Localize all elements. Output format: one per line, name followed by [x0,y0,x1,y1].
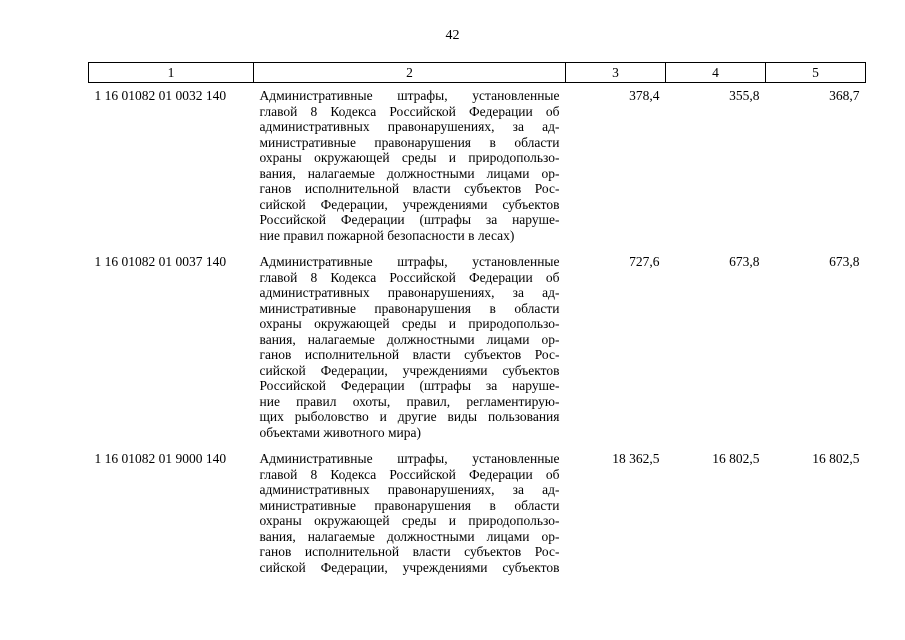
description-line: ганов исполнительной власти субъектов Рос- [259,347,560,362]
description-line: охраны окружающей среды и природопользо- [259,316,560,331]
description-line: главой 8 Кодекса Российской Федерации об [259,103,560,119]
description-line: Административные штрафы, установленные [259,88,560,103]
value-col-3: 727,6 [629,254,660,269]
value-col-5: 16 802,5 [812,451,860,466]
value-col-3: 18 362,5 [612,451,660,466]
table-header-row [89,63,866,83]
value-col-5: 673,8 [829,254,860,269]
description-line: Российской Федерации (штрафы за наруше- [259,378,560,393]
value-col-4: 16 802,5 [712,451,760,466]
description-line: объектами животного мира) [259,424,421,440]
description-line: министративные правонарушения в области [259,300,560,316]
description-line: Российской Федерации (штрафы за наруше- [259,212,560,227]
value-col-3: 378,4 [629,88,660,103]
column-header-2: 2 [254,63,566,83]
description-line: административных правонарушениях, за ад- [259,285,560,300]
description-line: вания, налагаемые должностными лицами ор- [259,331,560,347]
description-line: сийской Федерации, учреждениями субъектов [259,559,560,575]
description-line: сийской Федерации, учреждениями субъектов [259,362,560,378]
description-line: вания, налагаемые должностными лицами ор- [259,165,560,181]
description-line: Административные штрафы, установленные [259,451,560,466]
column-header-5: 5 [766,63,866,83]
value-col-4: 355,8 [729,88,760,103]
description-line: ганов исполнительной власти субъектов Рос- [259,181,560,196]
description-line: административных правонарушениях, за ад- [259,119,560,134]
description-line: административных правонарушениях, за ад- [259,482,560,497]
description-line: ние правил охоты, правил, регламентирую- [259,393,560,409]
description-line: сийской Федерации, учреждениями субъектов [259,196,560,212]
budget-code: 1 16 01082 01 0037 140 [94,254,227,269]
description-line: Административные штрафы, установленные [259,254,560,269]
row-description [254,83,566,250]
table-row [89,446,866,575]
description-line: вания, налагаемые должностными лицами ор- [259,528,560,544]
column-header-4: 4 [666,63,766,83]
budget-code: 1 16 01082 01 9000 140 [94,451,227,466]
row-description [254,249,566,446]
description-line: ние правил пожарной безопасности в лесах) [259,227,515,243]
column-header-1: 1 [89,63,254,83]
description-line: щих рыболовство и другие виды пользования [259,409,560,424]
description-line: охраны окружающей среды и природопользо- [259,513,560,528]
description-line: министративные правонарушения в области [259,497,560,513]
value-col-5: 368,7 [829,88,860,103]
row-description [254,446,566,575]
page-number: 42 [445,28,460,43]
column-header-3: 3 [566,63,666,83]
description-line: охраны окружающей среды и природопользо- [259,150,560,165]
description-line: министративные правонарушения в области [259,134,560,150]
budget-table [88,62,866,575]
table-row [89,83,866,250]
description-line: главой 8 Кодекса Российской Федерации об [259,269,560,285]
description-line: ганов исполнительной власти субъектов Рос- [259,544,560,559]
description-line: главой 8 Кодекса Российской Федерации об [259,466,560,482]
table-row [89,249,866,446]
value-col-4: 673,8 [729,254,760,269]
budget-code: 1 16 01082 01 0032 140 [94,88,227,103]
